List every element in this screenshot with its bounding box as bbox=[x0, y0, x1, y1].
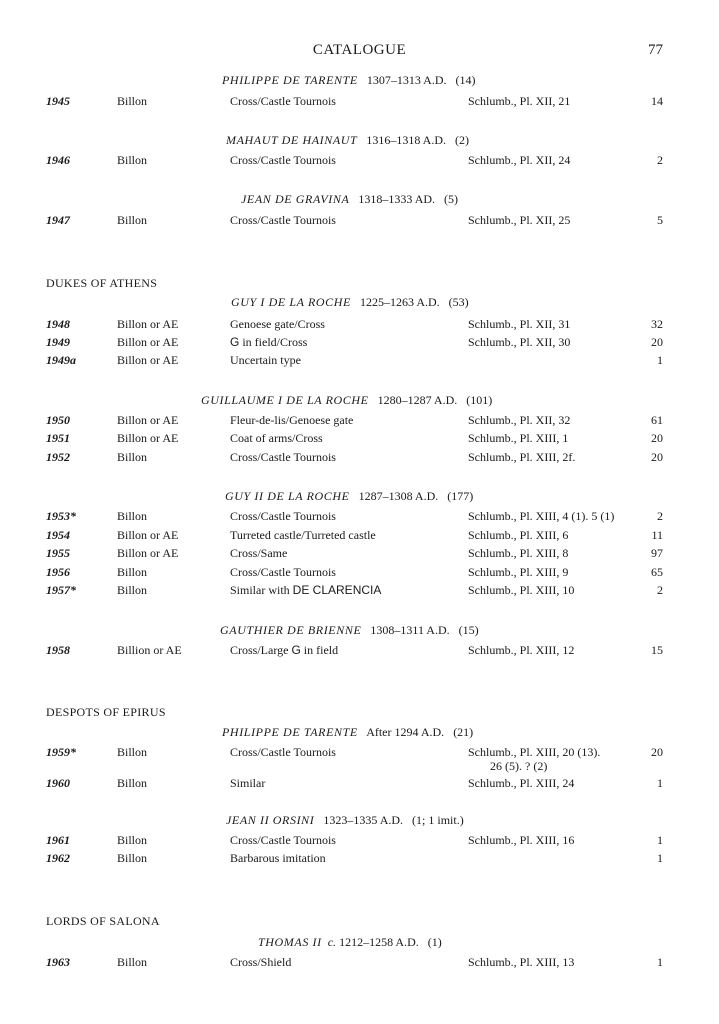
entry-quantity: 1 bbox=[657, 833, 663, 847]
ruler-heading: GUY II DE LA ROCHE 1287–1308 A.D. (177) bbox=[225, 489, 474, 503]
entry-number: 1948 bbox=[46, 317, 70, 331]
entry-reference: Schlumb., Pl. XII, 21 bbox=[468, 94, 571, 108]
entry-number: 1959* bbox=[46, 745, 76, 759]
entry-quantity: 2 bbox=[657, 583, 663, 597]
entry-metal: Billon bbox=[117, 153, 148, 167]
entry-type: G in field/Cross bbox=[230, 335, 308, 349]
entry-quantity: 20 bbox=[651, 335, 663, 349]
entry-number: 1951 bbox=[46, 431, 70, 445]
entry-reference: Schlumb., Pl. XII, 24 bbox=[468, 153, 571, 167]
entry-reference: Schlumb., Pl. XII, 31 bbox=[468, 317, 571, 331]
entry-quantity: 20 bbox=[651, 745, 663, 759]
entry-reference: Schlumb., Pl. XIII, 13 bbox=[468, 955, 575, 969]
entry-number: 1946 bbox=[46, 153, 70, 167]
entry-number: 1960 bbox=[46, 776, 70, 790]
entry-quantity: 1 bbox=[657, 851, 663, 865]
entry-number: 1962 bbox=[46, 851, 70, 865]
entry-metal: Billon or AE bbox=[117, 546, 179, 560]
entry-reference: Schlumb., Pl. XIII, 4 (1). 5 (1) bbox=[468, 509, 615, 523]
entry-reference: Schlumb., Pl. XIII, 8 bbox=[468, 546, 569, 560]
entry-reference: Schlumb., Pl. XIII, 12 bbox=[468, 643, 575, 657]
entry-reference: Schlumb., Pl. XIII, 20 (13). bbox=[468, 745, 601, 759]
entry-metal: Billon bbox=[117, 213, 148, 227]
entry-number: 1958 bbox=[46, 643, 70, 657]
ruler-heading: JEAN DE GRAVINA 1318–1333 AD. (5) bbox=[241, 192, 459, 206]
entry-quantity: 97 bbox=[651, 546, 663, 560]
entry-metal: Billon bbox=[117, 94, 148, 108]
ruler-heading: GUILLAUME I DE LA ROCHE 1280–1287 A.D. (101) bbox=[201, 393, 493, 407]
entry-number: 1957* bbox=[46, 583, 76, 597]
entry-reference-continued: 26 (5). ? (2) bbox=[490, 759, 548, 773]
entry-number: 1950 bbox=[46, 413, 70, 427]
entry-quantity: 14 bbox=[651, 94, 663, 108]
ruler-heading: GAUTHIER DE BRIENNE 1308–1311 A.D. (15) bbox=[220, 623, 479, 637]
entry-reference: Schlumb., Pl. XIII, 1 bbox=[468, 431, 569, 445]
entry-reference: Schlumb., Pl. XIII, 10 bbox=[468, 583, 575, 597]
entry-type: Cross/Castle Tournois bbox=[230, 153, 336, 167]
entry-metal: Billon bbox=[117, 450, 148, 464]
entry-metal: Billon bbox=[117, 851, 148, 865]
entry-metal: Billion or AE bbox=[117, 643, 182, 657]
entry-type: Fleur-de-lis/Genoese gate bbox=[230, 413, 354, 427]
entry-quantity: 20 bbox=[651, 450, 663, 464]
entry-metal: Billon or AE bbox=[117, 317, 179, 331]
entry-reference: Schlumb., Pl. XII, 32 bbox=[468, 413, 571, 427]
entry-quantity: 1 bbox=[657, 776, 663, 790]
entry-type: Cross/Castle Tournois bbox=[230, 94, 336, 108]
entry-metal: Billon or AE bbox=[117, 528, 179, 542]
entry-number: 1952 bbox=[46, 450, 70, 464]
entry-metal: Billon bbox=[117, 955, 148, 969]
entry-type: Cross/Shield bbox=[230, 955, 292, 969]
entry-type: Cross/Castle Tournois bbox=[230, 509, 336, 523]
ruler-heading: GUY I DE LA ROCHE 1225–1263 A.D. (53) bbox=[231, 295, 469, 309]
ruler-heading: PHILIPPE DE TARENTE After 1294 A.D. (21) bbox=[222, 725, 474, 739]
entry-type: Similar bbox=[230, 776, 266, 790]
entry-type: Cross/Large G in field bbox=[230, 643, 339, 657]
entry-quantity: 2 bbox=[657, 509, 663, 523]
entry-metal: Billon or AE bbox=[117, 335, 179, 349]
page-title: CATALOGUE bbox=[312, 42, 407, 58]
entry-reference: Schlumb., Pl. XII, 30 bbox=[468, 335, 571, 349]
entry-metal: Billon or AE bbox=[117, 431, 179, 445]
entry-reference: Schlumb., Pl. XIII, 16 bbox=[468, 833, 575, 847]
entry-quantity: 65 bbox=[651, 565, 663, 579]
entry-metal: Billon or AE bbox=[117, 353, 179, 367]
ruler-heading: JEAN II ORSINI 1323–1335 A.D. (1; 1 imit.) bbox=[226, 813, 464, 827]
entry-type: Cross/Castle Tournois bbox=[230, 213, 336, 227]
entry-metal: Billon or AE bbox=[117, 413, 179, 427]
ruler-heading: MAHAUT DE HAINAUT 1316–1318 A.D. (2) bbox=[226, 133, 469, 147]
entry-reference: Schlumb., Pl. XIII, 9 bbox=[468, 565, 569, 579]
entry-quantity: 20 bbox=[651, 431, 663, 445]
entry-quantity: 61 bbox=[651, 413, 663, 427]
entry-number: 1956 bbox=[46, 565, 70, 579]
page-number: 77 bbox=[648, 42, 663, 58]
entry-quantity: 15 bbox=[651, 643, 663, 657]
entry-metal: Billon bbox=[117, 565, 148, 579]
entry-metal: Billon bbox=[117, 833, 148, 847]
entry-number: 1954 bbox=[46, 528, 70, 542]
entry-quantity: 1 bbox=[657, 353, 663, 367]
entry-metal: Billon bbox=[117, 745, 148, 759]
entry-number: 1955 bbox=[46, 546, 70, 560]
entry-number: 1949 bbox=[46, 335, 70, 349]
entry-type: Cross/Castle Tournois bbox=[230, 450, 336, 464]
entry-quantity: 1 bbox=[657, 955, 663, 969]
entry-number: 1949a bbox=[46, 353, 76, 367]
entry-metal: Billon bbox=[117, 509, 148, 523]
entry-type: Turreted castle/Turreted castle bbox=[230, 528, 376, 542]
section-heading-despots-of-epirus: DESPOTS OF EPIRUS bbox=[46, 705, 166, 719]
entry-metal: Billon bbox=[117, 776, 148, 790]
entry-number: 1953* bbox=[46, 509, 76, 523]
entry-number: 1963 bbox=[46, 955, 70, 969]
entry-number: 1945 bbox=[46, 94, 70, 108]
entry-type: Cross/Castle Tournois bbox=[230, 745, 336, 759]
entry-reference: Schlumb., Pl. XIII, 24 bbox=[468, 776, 575, 790]
entry-quantity: 11 bbox=[651, 528, 663, 542]
entry-number: 1961 bbox=[46, 833, 70, 847]
entry-metal: Billon bbox=[117, 583, 148, 597]
entry-reference: Schlumb., Pl. XII, 25 bbox=[468, 213, 571, 227]
entry-number: 1947 bbox=[46, 213, 70, 227]
entry-type: Coat of arms/Cross bbox=[230, 431, 323, 445]
entry-type: Cross/Same bbox=[230, 546, 288, 560]
entry-quantity: 5 bbox=[657, 213, 663, 227]
ruler-heading: PHILIPPE DE TARENTE 1307–1313 A.D. (14) bbox=[222, 73, 476, 87]
entry-quantity: 32 bbox=[651, 317, 663, 331]
entry-reference: Schlumb., Pl. XIII, 2f. bbox=[468, 450, 576, 464]
entry-type: Cross/Castle Tournois bbox=[230, 565, 336, 579]
ruler-heading: THOMAS II c. 1212–1258 A.D. (1) bbox=[258, 935, 442, 949]
section-heading-lords-of-salona: LORDS OF SALONA bbox=[46, 914, 160, 928]
entry-type: Genoese gate/Cross bbox=[230, 317, 325, 331]
entry-type: Uncertain type bbox=[230, 353, 301, 367]
section-heading-dukes-of-athens: DUKES OF ATHENS bbox=[46, 276, 158, 290]
entry-type: Cross/Castle Tournois bbox=[230, 833, 336, 847]
entry-quantity: 2 bbox=[657, 153, 663, 167]
entry-type: Similar with DE CLARENCIA bbox=[230, 583, 382, 597]
entry-type: Barbarous imitation bbox=[230, 851, 326, 865]
entry-reference: Schlumb., Pl. XIII, 6 bbox=[468, 528, 569, 542]
